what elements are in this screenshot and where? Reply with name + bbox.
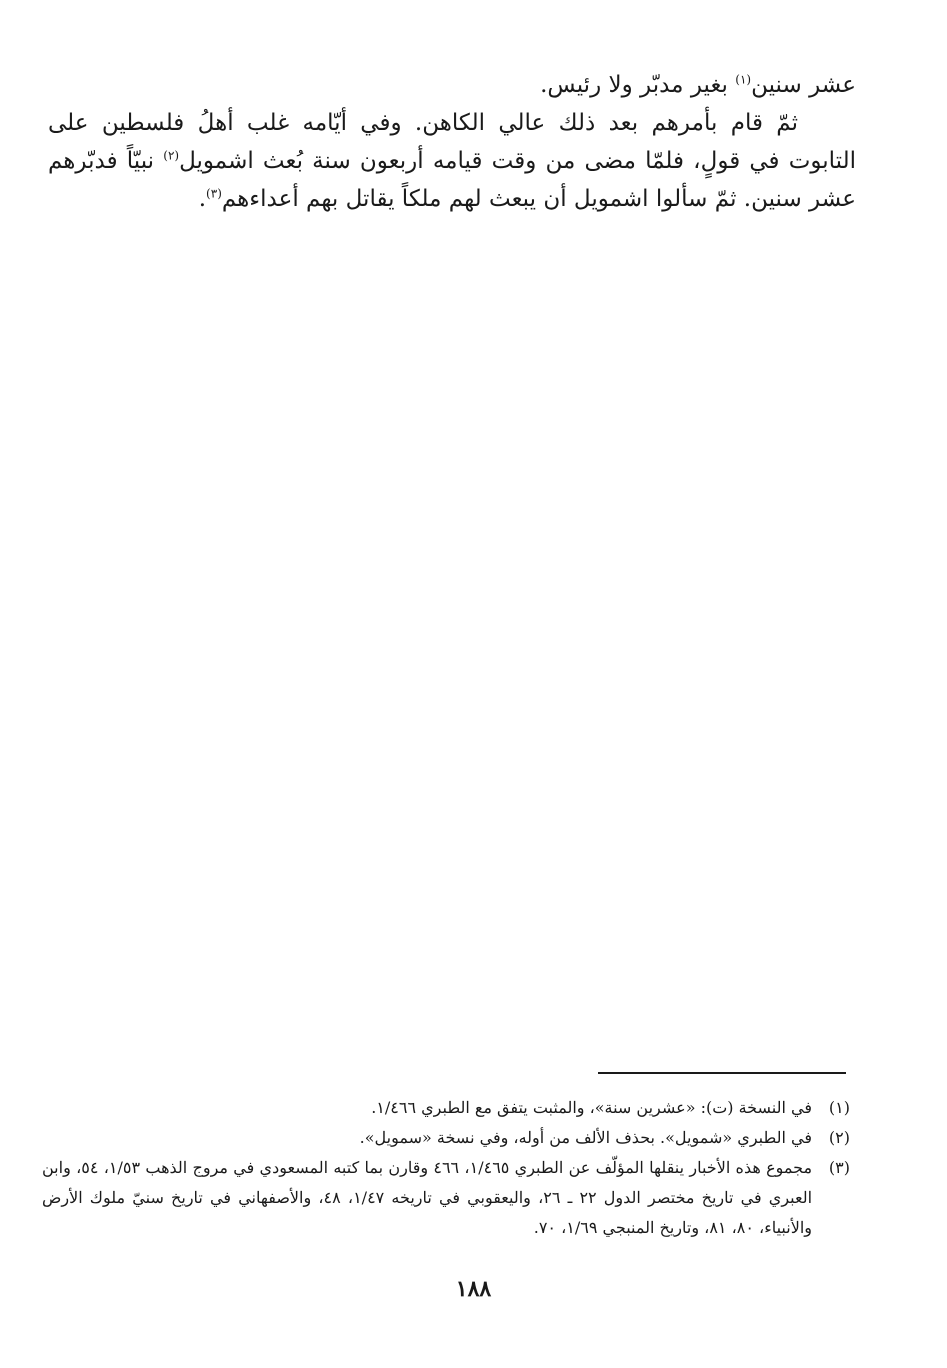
main-text (48, 66, 856, 218)
footnote-number: (٣) (828, 1158, 850, 1177)
footnote-number: (١) (828, 1098, 850, 1117)
footnote-3 (42, 1153, 850, 1243)
paragraph-2 (48, 104, 856, 218)
page-number: ١٨٨ (455, 1276, 492, 1302)
footnote-reference-3[interactable]: (٣) (206, 186, 222, 201)
footnote-text: مجموع هذه الأخبار ينقلها المؤلّف عن الطبري ١/٤٦٥، ٤٦٦ وقارن بما كتبه المسعودي في مروج الذهب ١/٥٣، ٥٤، وابن العبري في تاريخ مختصر الدول ٢٢ ـ ٢٦، واليعقوبي في تاريخه ١/٤٧، ٤٨، والأصفهاني في تاريخ سنيّ ملوك الأرض والأنبياء، ٨٠، ٨١، وتاريخ المنبجي ١/٦٩، ٧٠. (42, 1158, 813, 1237)
footnote-reference-1[interactable]: (١) (735, 72, 752, 87)
paragraph-text: ثمّ قام بأمرهم بعد ذلك عالي الكاهن. وفي أيّامه غلب أهلُ فلسطين على التابوت في قولٍ، فلمّا مضى من وقت قيامه أربعون سنة بُعث اشمويل (48, 110, 856, 174)
paragraph-text: . (198, 186, 207, 212)
paragraph-text: بغير مدبّر ولا رئيس. (540, 72, 736, 98)
footnote-text: في الطبري «شمويل». بحذف الألف من أوله، وفي نسخة «سمويل». (359, 1128, 812, 1147)
footnote-1 (42, 1093, 850, 1123)
paragraph-text: عشر سنين (751, 72, 856, 98)
paragraph-1 (48, 66, 856, 104)
footnote-2 (42, 1123, 850, 1153)
footnote-number: (٢) (828, 1128, 850, 1147)
paragraph-text: نبيّاً فدبّرهم عشر سنين. ثمّ سألوا اشمويل أن يبعث لهم ملكاً يقاتل بهم أعداءهم (48, 148, 856, 212)
footnotes (42, 1093, 850, 1243)
footnote-text: في النسخة (ت): «عشرين سنة»، والمثبت يتفق مع الطبري ١/٤٦٦. (371, 1098, 812, 1117)
footnote-reference-2[interactable]: (٢) (163, 148, 180, 163)
footnote-divider (598, 1072, 846, 1074)
